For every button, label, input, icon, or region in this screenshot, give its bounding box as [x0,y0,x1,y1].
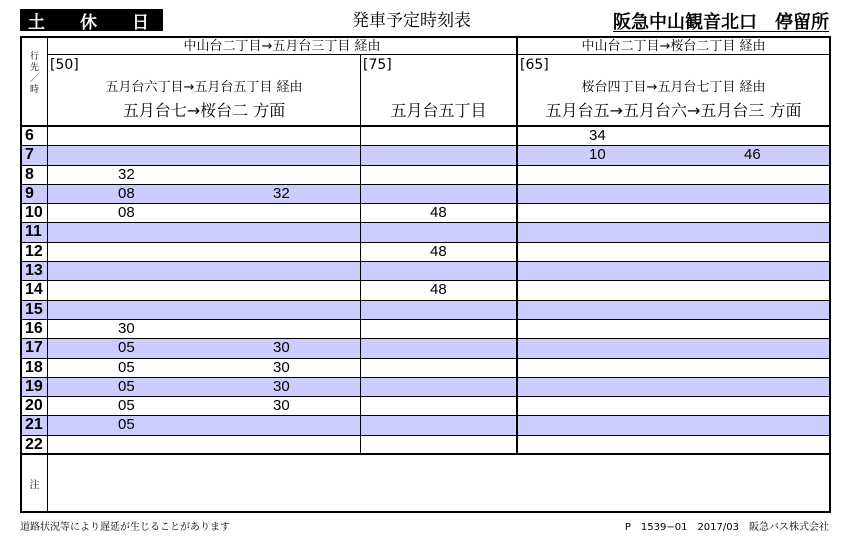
table-row [22,397,829,416]
day-type-badge [20,9,163,31]
departure-minute: 30 [118,319,135,337]
departure-cell [361,359,518,377]
departure-cell [361,397,518,415]
departure-minute: 30 [273,339,290,357]
hour-cell: 7 [22,146,48,164]
stop-name: 阪急中山観音北口 停留所 [613,12,829,33]
delay-disclaimer: 道路状況等により遅延が生じることがあります [20,522,230,533]
route-destination: 五月台五→五月台六→五月台三 方面 [545,101,802,120]
departure-cell [518,378,829,396]
departure-cell [518,262,829,280]
table-row [22,281,829,300]
departure-cell [518,359,829,377]
hour-cell: 19 [22,378,48,396]
notes-label: 注 [22,455,48,511]
table-row [22,359,829,378]
route-column-header [518,55,829,127]
table-row [22,185,829,204]
departure-minute: 05 [118,358,135,376]
departure-cell [361,127,518,145]
departure-cell [48,397,361,415]
departure-minute: 46 [744,146,761,164]
hour-cell: 13 [22,262,48,280]
departure-minute: 30 [273,377,290,395]
departure-cell [361,243,518,261]
route-group-header: 中山台二丁目→桜台二丁目 経由 [518,38,829,55]
departure-minute: 32 [273,184,290,202]
hour-cell: 12 [22,243,48,261]
hour-cell: 8 [22,166,48,184]
departure-cell [518,243,829,261]
departure-cell [361,166,518,184]
departure-cell [361,262,518,280]
departure-cell [361,378,518,396]
hour-cell: 17 [22,339,48,357]
departure-cell [518,185,829,203]
departure-minute: 48 [430,281,447,299]
departure-cell [518,127,829,145]
hour-cell: 11 [22,223,48,241]
hour-cell: 14 [22,281,48,299]
notes-row [22,453,829,511]
hour-cell: 9 [22,185,48,203]
hour-cell: 21 [22,416,48,434]
departure-cell [361,185,518,203]
departure-cell [518,204,829,222]
departure-minute: 48 [430,242,447,260]
departure-minute: 08 [118,204,135,222]
departure-cell [518,146,829,164]
departure-cell [48,146,361,164]
departure-cell [361,339,518,357]
departure-cell [518,281,829,299]
departure-cell [361,281,518,299]
departure-cell [48,378,361,396]
table-row [22,127,829,146]
departure-cell [48,359,361,377]
hour-cell: 18 [22,359,48,377]
table-row [22,320,829,339]
departure-cell [518,320,829,338]
departure-cell [361,320,518,338]
departure-cell [48,262,361,280]
departure-minute: 30 [273,397,290,415]
route-column-header [48,55,361,127]
table-row [22,416,829,435]
departure-cell [48,185,361,203]
departure-minute: 48 [430,204,447,222]
table-row [22,166,829,185]
departure-minute: 05 [118,397,135,415]
departure-minute: 10 [589,146,606,164]
document-title: 発車予定時刻表 [352,11,471,31]
route-destination: 五月台五丁目 [390,101,487,120]
day-char: 日 [132,12,149,33]
departure-cell [48,204,361,222]
departure-cell [48,416,361,434]
departure-cell [518,397,829,415]
departure-cell [518,301,829,319]
hour-cell: 15 [22,301,48,319]
departure-cell [518,166,829,184]
table-row [22,339,829,358]
document-code: P 1539−01 2017/03 阪急バス株式会社 [624,522,829,533]
departure-cell [361,146,518,164]
departure-minute: 34 [589,127,606,144]
hour-cell: 6 [22,127,48,145]
day-char: 土 [28,12,45,33]
route-number: [75] [363,57,392,73]
hour-header-char: 時 [29,85,39,95]
hour-header-char: 行 [29,52,39,62]
departure-minute: 08 [118,184,135,202]
departure-cell [48,320,361,338]
departure-cell [361,301,518,319]
departure-minute: 05 [118,416,135,434]
day-char: 休 [80,12,97,33]
timetable [20,36,831,513]
table-row [22,301,829,320]
route-destination: 五月台七→桜台二 方面 [122,101,286,120]
departure-cell [361,204,518,222]
departure-cell [48,339,361,357]
route-via: 五月台六丁目→五月台五丁目 経由 [105,80,303,95]
departure-cell [361,416,518,434]
hour-header-char: 先 [29,63,39,73]
route-via: 桜台四丁目→五月台七丁目 経由 [581,80,766,95]
hour-cell: 22 [22,436,48,455]
hour-cell: 16 [22,320,48,338]
hour-header [22,38,48,127]
departure-minute: 05 [118,339,135,357]
hour-header-char: ／ [29,74,39,84]
departure-minute: 30 [273,358,290,376]
hour-cell: 10 [22,204,48,222]
timetable-body [22,127,829,455]
departure-cell [361,223,518,241]
departure-cell [518,339,829,357]
departure-cell [48,166,361,184]
table-row [22,223,829,242]
table-row [22,146,829,165]
route-number: [50] [50,57,79,73]
departure-cell [48,223,361,241]
departure-cell [48,301,361,319]
departure-cell [48,243,361,261]
table-row [22,204,829,223]
route-number: [65] [520,57,549,73]
hour-cell: 20 [22,397,48,415]
table-row [22,262,829,281]
departure-cell [518,416,829,434]
table-row [22,378,829,397]
route-column-header [361,55,518,127]
departure-minute: 05 [118,377,135,395]
table-row [22,243,829,262]
departure-minute: 32 [118,165,135,183]
route-group-header: 中山台二丁目→五月台三丁目 経由 [48,38,518,55]
departure-cell [518,223,829,241]
departure-cell [48,281,361,299]
departure-cell [48,127,361,145]
